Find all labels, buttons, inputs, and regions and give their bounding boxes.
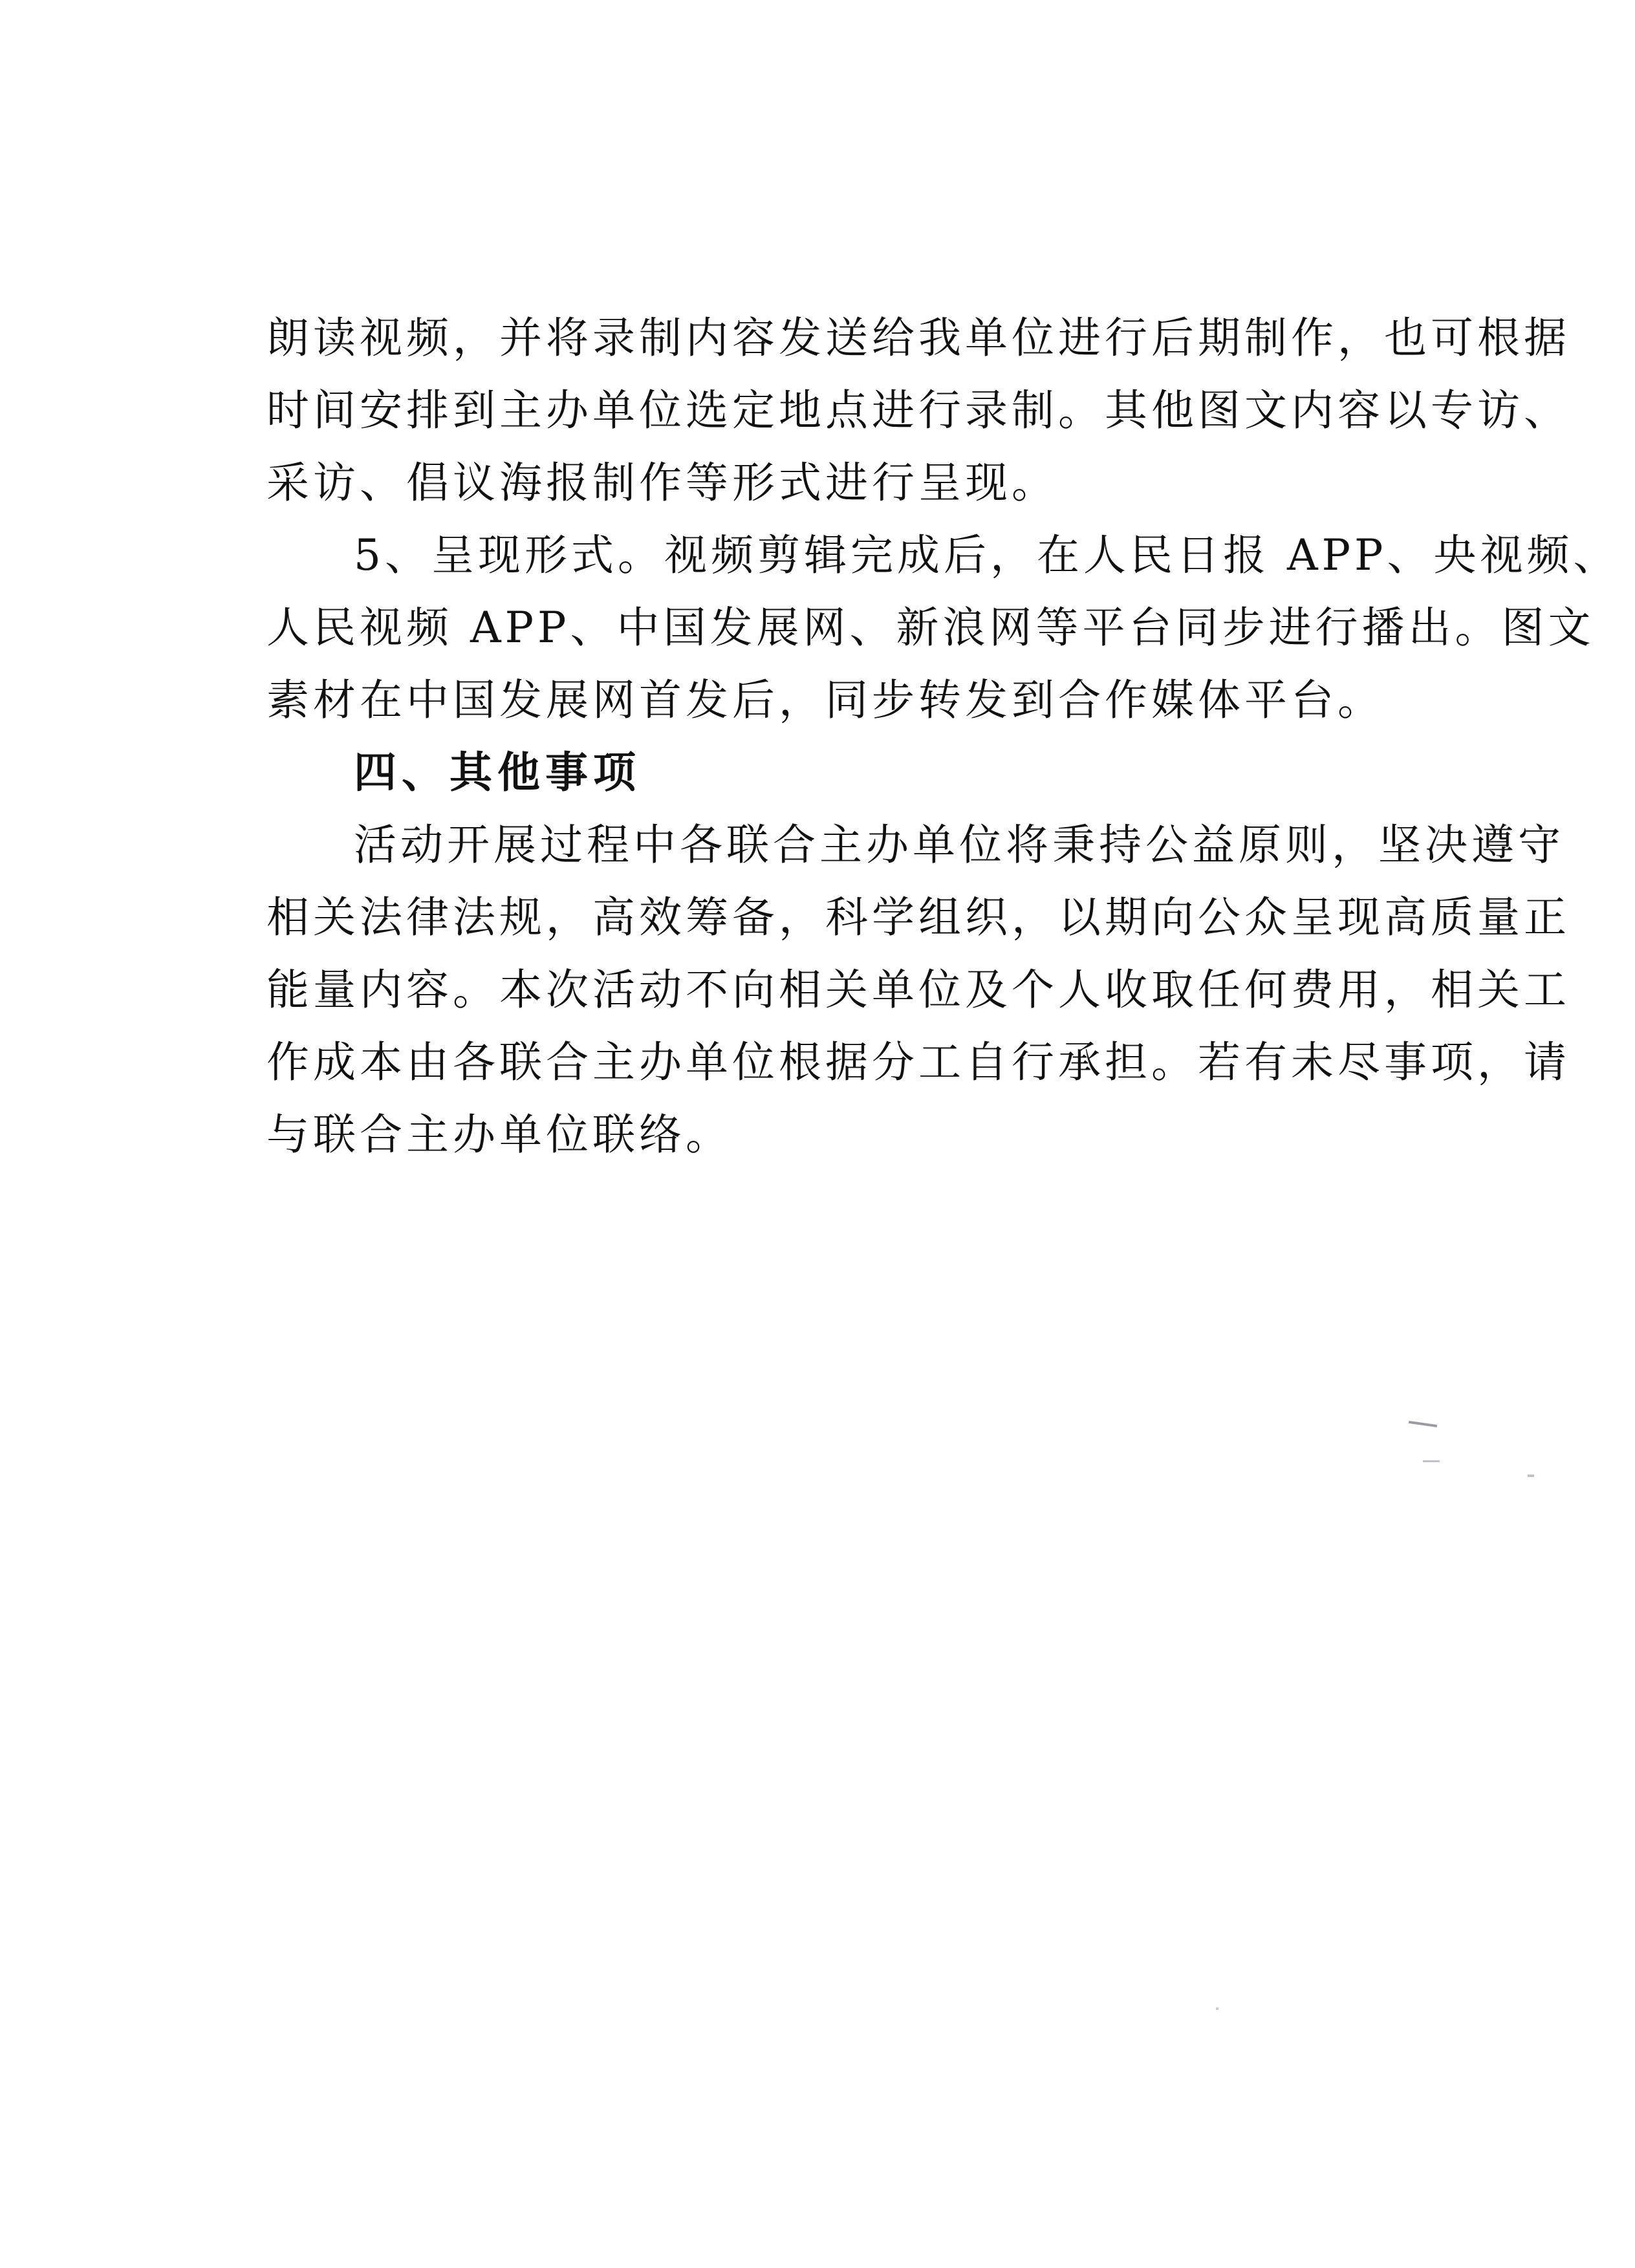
paragraph-line: 采访、倡议海报制作等形式进行呈现。	[266, 458, 1058, 508]
scan-artifact	[1409, 1421, 1437, 1427]
paragraph-line: 能量内容。本次活动不向相关单位及个人收取任何费用，相关工	[266, 965, 1570, 1015]
paragraph-line: 活动开展过程中各联合主办单位将秉持公益原则，坚决遵守	[354, 820, 1565, 870]
scan-artifact	[1216, 2007, 1218, 2010]
section-heading: 四、其他事项	[354, 748, 641, 797]
paragraph-line: 5、呈现形式。视频剪辑完成后，在人民日报 APP、央视频、	[354, 530, 1620, 580]
scan-artifact	[1528, 1474, 1534, 1477]
paragraph-line: 人民视频 APP、中国发展网、新浪网等平台同步进行播出。图文	[266, 603, 1595, 653]
paragraph-line: 相关法律法规，高效筹备，科学组织，以期向公众呈现高质量正	[266, 892, 1570, 942]
paragraph-line: 素材在中国发展网首发后，同步转发到合作媒体平台。	[266, 675, 1384, 725]
paragraph-line: 时间安排到主办单位选定地点进行录制。其他图文内容以专访、	[266, 385, 1570, 435]
scan-artifact	[1423, 1460, 1440, 1462]
paragraph-line: 作成本由各联合主办单位根据分工自行承担。若有未尽事项，请	[266, 1037, 1570, 1087]
paragraph-line: 朗读视频，并将录制内容发送给我单位进行后期制作，也可根据	[266, 313, 1570, 363]
paragraph-line: 与联合主办单位联络。	[266, 1110, 732, 1160]
